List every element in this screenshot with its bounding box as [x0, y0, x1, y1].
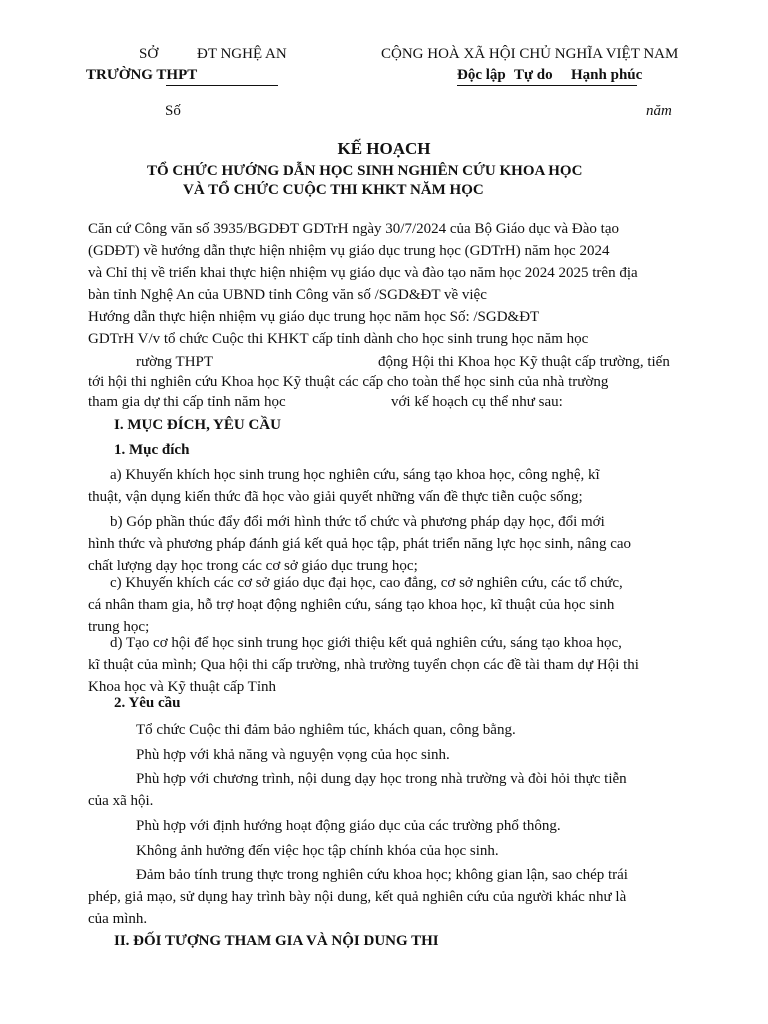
intro-line2: tới hội thi nghiên cứu Khoa học Kỹ thuật các cấp cho toàn thể học sinh của nhà trường — [88, 374, 609, 390]
requirement-1: Tổ chức Cuộc thi đảm bảo nghiêm túc, khách quan, công bằng. — [136, 722, 516, 738]
nation-title: CỘNG HOÀ XÃ HỘI CHỦ NGHĨA VIỆT NAM — [381, 46, 679, 62]
doc-number-label: Số — [165, 103, 181, 119]
basis-line: và Chỉ thị về triển khai thực hiện nhiệm vụ giáo dục và đào tạo năm học 2024 2025 trên địa — [88, 265, 638, 281]
requirement-2: Phù hợp với khả năng và nguyện vọng của học sinh. — [136, 747, 450, 763]
basis-line: (GDĐT) về hướng dẫn thực hiện nhiệm vụ giáo dục trung học (GDTrH) năm học 2024 — [88, 243, 610, 259]
purpose-b: b) Góp phần thúc đẩy đổi mới hình thức tổ chức và phương pháp dạy học, đổi mới hình thức và phương pháp đánh giá kết quả học tập, phát triển năng lực học sinh, nâng cao chất lượng dạy học trong các cơ sở giáo dục trung học; — [88, 514, 632, 574]
intro-line3-right: với kế hoạch cụ thể như sau: — [391, 394, 563, 410]
doc-subtitle-2: VÀ TỔ CHỨC CUỘC THI KHKT NĂM HỌC — [183, 182, 484, 198]
doc-subtitle-1: TỔ CHỨC HƯỚNG DẪN HỌC SINH NGHIÊN CỨU KHOA HỌC — [147, 163, 583, 179]
basis-line: GDTrH V/v tổ chức Cuộc thi KHKT cấp tỉnh dành cho học sinh trung học năm học — [88, 331, 589, 347]
intro-line3-left: tham gia dự thi cấp tỉnh năm học — [88, 394, 286, 410]
basis-line: Căn cứ Công văn số 3935/BGDĐT GDTrH ngày 30/7/2024 của Bộ Giáo dục và Đào tạo — [88, 221, 619, 237]
purpose-c: c) Khuyến khích các cơ sở giáo dục đại học, cao đẳng, cơ sở nghiên cứu, các tổ chức, cá nhân tham gia, hỗ trợ hoạt động nghiên cứu, sáng tạo khoa học, kĩ thuật của học sinh trung học; — [88, 575, 623, 635]
dept-right: ĐT NGHỆ AN — [197, 46, 287, 62]
section-2-heading: II. ĐỐI TƯỢNG THAM GIA VÀ NỘI DUNG THI — [114, 933, 439, 949]
motto-underline — [457, 85, 637, 86]
requirement-4: Phù hợp với định hướng hoạt động giáo dục của các trường phổ thông. — [136, 818, 561, 834]
requirement-6: Đảm bảo tính trung thực trong nghiên cứu khoa học; không gian lận, sao chép trái phép, giả mạo, sử dụng hay trình bày nội dung, kết quả nghiên cứu của người khác như là của mình. — [88, 867, 628, 927]
requirement-3: Phù hợp với chương trình, nội dung dạy học trong nhà trường và đòi hỏi thực tiễn của xã hội. — [88, 771, 627, 809]
basis-line: bàn tỉnh Nghệ An của UBND tỉnh Công văn số /SGD&ĐT về việc — [88, 287, 487, 303]
section-1-sub2: 2. Yêu cầu — [114, 695, 181, 711]
date-label: năm — [646, 103, 672, 119]
dept-left: SỞ — [139, 46, 159, 62]
section-1-heading: I. MỤC ĐÍCH, YÊU CẦU — [114, 417, 281, 433]
purpose-d: d) Tạo cơ hội để học sinh trung học giới thiệu kết quả nghiên cứu, sáng tạo khoa học, kĩ thuật của mình; Qua hội thi cấp trường, nhà trường tuyển chọn các đề tài tham dự Hội thi Khoa học và Kỹ thuật cấp Tỉnh — [88, 635, 639, 695]
basis-line: Hướng dẫn thực hiện nhiệm vụ giáo dục trung học năm học Số: /SGD&ĐT — [88, 309, 540, 325]
school-name: TRƯỜNG THPT — [86, 67, 198, 83]
motto-3: Hạnh phúc — [571, 67, 643, 83]
section-1-sub1: 1. Mục đích — [114, 442, 190, 458]
intro-line1-left: rường THPT — [136, 354, 214, 370]
requirement-5: Không ảnh hưởng đến việc học tập chính khóa của học sinh. — [136, 843, 499, 859]
basis-paragraph — [88, 218, 688, 350]
doc-title: KẾ HOẠCH — [337, 139, 431, 158]
motto-2: Tự do — [514, 67, 553, 83]
purpose-a: a) Khuyến khích học sinh trung học nghiên cứu, sáng tạo khoa học, công nghệ, kĩ thuật, vận dụng kiến thức đã học vào giải quyết những vấn đề thực tiễn cuộc sống; — [88, 467, 600, 505]
motto-1: Độc lập — [457, 67, 506, 83]
school-underline — [166, 85, 278, 86]
intro-line1-right: động Hội thi Khoa học Kỹ thuật cấp trường, tiến — [378, 354, 670, 370]
